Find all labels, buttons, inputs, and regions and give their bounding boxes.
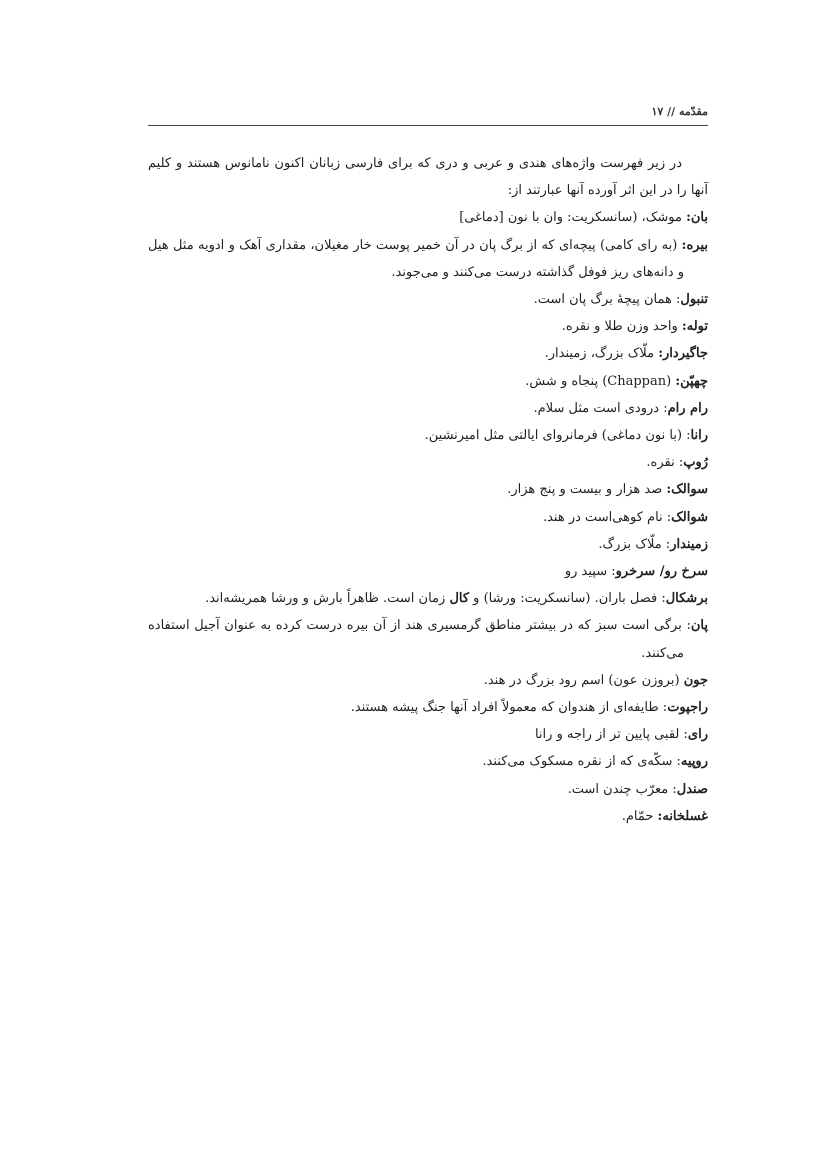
glossary-term: رام رام	[667, 400, 708, 416]
glossary-entry-sorkh-ru	[148, 558, 708, 585]
glossary-definition: : همان پیچهٔ برگ پان است.	[533, 292, 681, 308]
glossary-term: شوالک	[671, 509, 708, 525]
glossary-definition: : نام کوهی‌است در هند.	[542, 509, 672, 525]
glossary-term: چهپّن:	[675, 373, 708, 389]
glossary-definition-prefix: (	[666, 373, 676, 389]
glossary-term: رانا	[690, 428, 708, 444]
glossary-entry-zamindar	[148, 531, 708, 558]
page-body	[148, 150, 708, 830]
glossary-definition: موشک، (سانسکریت: وان با نون [دماغی]	[459, 210, 687, 226]
glossary-entry-ghosl-khaneh	[148, 803, 708, 830]
glossary-term: جاگیردار:	[658, 346, 708, 362]
glossary-entry-rana	[148, 422, 708, 449]
glossary-entry-rup	[148, 449, 708, 476]
glossary-definition: : نقره.	[646, 455, 684, 471]
intro-paragraph: در زیر فهرست واژه‌های هندی و عربی و دری که برای فارسی زبانان اکنون نامانوس هستند و کلیم آنها را در این اثر آورده آنها عبارتند از:	[148, 156, 708, 199]
glossary-entry-ban	[148, 204, 708, 231]
glossary-definition: : سپید رو	[564, 564, 616, 580]
glossary-entry-barshakal	[148, 585, 708, 612]
glossary-definition-suffix: ) پنجاه و شش.	[525, 373, 608, 389]
glossary-definition-prefix: : فصل باران. (سانسکریت: ورشا) و	[469, 591, 666, 607]
glossary-term: سوالک:	[666, 482, 708, 498]
glossary-term: بان:	[686, 210, 708, 226]
glossary-entry-rupiyeh	[148, 748, 708, 775]
glossary-entry-chappan	[148, 368, 708, 395]
latin-transliteration: Chappan	[607, 373, 667, 389]
glossary-entry-tola	[148, 313, 708, 340]
glossary-entry-rai	[148, 721, 708, 748]
glossary-definition: : معرّب چندن است.	[567, 781, 677, 797]
glossary-definition: : سکّه‌ی که از نقره مسکوک می‌کنند.	[482, 754, 681, 770]
glossary-entry-tanbul	[148, 286, 708, 313]
glossary-term: صندل	[676, 781, 708, 797]
glossary-entry-sandal	[148, 776, 708, 803]
glossary-entry-sawalak	[148, 476, 708, 503]
glossary-definition: (بروزن عون) اسم رود بزرگ در هند.	[483, 672, 684, 688]
glossary-definition: حمّام.	[621, 808, 658, 824]
glossary-term: رُوپ	[683, 455, 708, 471]
glossary-definition: : ملّاک بزرگ.	[598, 536, 671, 552]
glossary-term: غسلخانه:	[657, 808, 708, 824]
glossary-term: بیره:	[681, 237, 708, 253]
glossary-term: توله:	[681, 319, 708, 335]
running-header	[148, 100, 708, 126]
glossary-entry-bira	[148, 232, 708, 286]
glossary-entry-shawalak	[148, 504, 708, 531]
glossary-definition: : طایفه‌ای از هندوان که معمولاً افراد آنها جنگ پیشه هستند.	[350, 700, 668, 716]
glossary-term: برشکال	[665, 591, 708, 607]
glossary-definition: : درودی است مثل سلام.	[533, 400, 668, 416]
glossary-term-secondary: کال	[449, 591, 470, 607]
glossary-entry-pan	[148, 612, 708, 666]
glossary-term: تنبول	[680, 292, 708, 308]
glossary-term: جون	[683, 672, 708, 688]
glossary-term: روپیه	[680, 754, 708, 770]
glossary-definition: : برگی است سبز که در بیشتر مناطق گرمسیری هند از آن بیره درست کرده به عنوان آجیل استفاده می‌کنند.	[148, 618, 691, 661]
glossary-definition: واحد وزن طلا و نقره.	[561, 319, 682, 335]
glossary-entry-jagirdar	[148, 340, 708, 367]
glossary-definition-suffix: زمان است. ظاهراً بارش و ورشا همریشه‌اند.	[205, 591, 450, 607]
glossary-term: زمیندار	[670, 536, 708, 552]
glossary-definition: : لقبی پایین تر از راجه و رانا	[534, 727, 688, 743]
glossary-definition: ملّاک بزرگ، زمیندار.	[544, 346, 659, 362]
glossary-term: راجپوت	[667, 700, 708, 716]
glossary-definition: (به رای کامی) پیچه‌ای که از برگ پان در آن خمیر پوست خار مغیلان، مقداری آهک و ادویه مثل هیل و دانه‌های ریز فوفل گذاشته درست می‌کنند و می‌جوند.	[148, 237, 684, 280]
running-title: مقدّمه // ۱۷	[651, 105, 708, 118]
glossary-term: رای	[687, 727, 708, 743]
glossary-entry-rajput	[148, 694, 708, 721]
glossary-definition: : (با نون دماغی) فرمانروای ایالتی مثل امیرنشین.	[424, 428, 691, 444]
glossary-definition: صد هزار و بیست و پنج هزار.	[507, 482, 667, 498]
glossary-entry-ram-ram	[148, 395, 708, 422]
glossary-term: پان	[690, 618, 708, 634]
glossary-term: سرخ رو/ سرخرو	[615, 564, 708, 580]
glossary-entry-jun	[148, 667, 708, 694]
